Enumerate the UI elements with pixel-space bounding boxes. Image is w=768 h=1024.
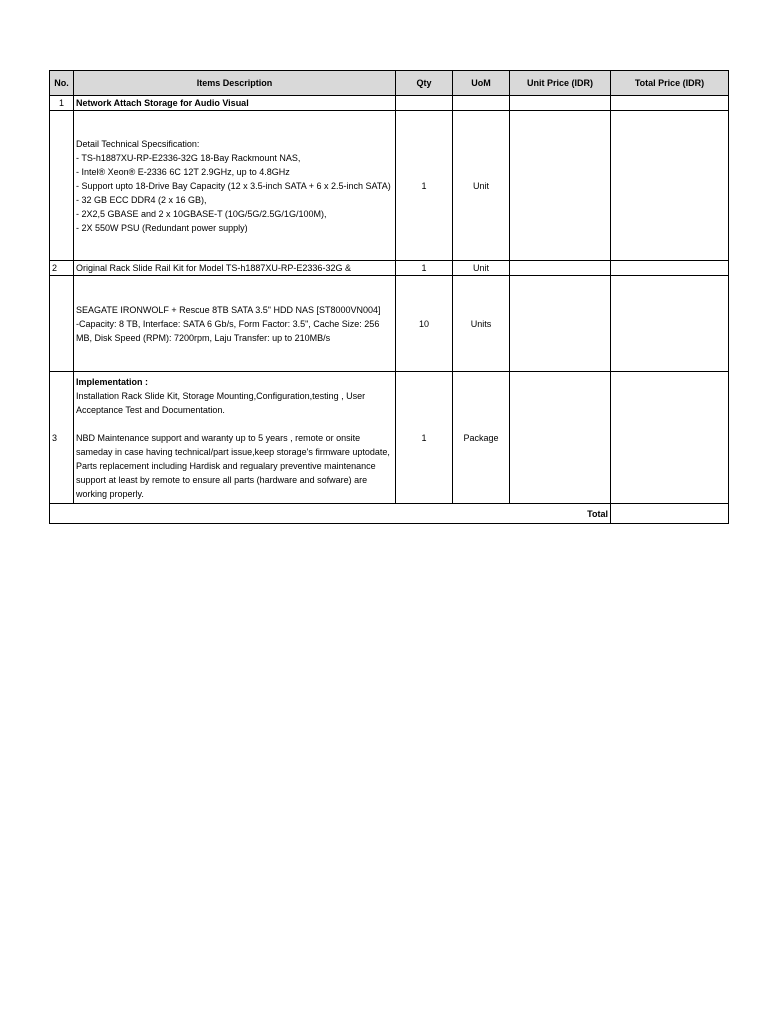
- item-unit-price: [510, 372, 611, 504]
- spec-line: Detail Technical Specsification:: [76, 138, 200, 149]
- spec-line: - 32 GB ECC DDR4 (2 x 16 GB),: [76, 194, 207, 205]
- item-description: [74, 111, 396, 261]
- header-total-price: Total Price (IDR): [611, 71, 729, 96]
- item-qty: [396, 96, 453, 111]
- item-description: [74, 372, 396, 504]
- spec-line: NBD Maintenance support and waranty up to 5 years , remote or onsite sameday in case having technical/part issue,keep storage's firmware uptodate, Parts replacement including Hardisk and regualary preventive maintenance support at least by remote to ensure all parts (hardware and sofware) are working properly.: [76, 432, 390, 499]
- total-label: Total: [50, 504, 611, 524]
- spec-line: - Support upto 18-Drive Bay Capacity (12 x 3.5-inch SATA + 6 x 2.5-inch SATA): [76, 180, 391, 191]
- header-no: No.: [50, 71, 74, 96]
- total-value: [611, 504, 729, 524]
- spec-line: SEAGATE IRONWOLF + Rescue 8TB SATA 3.5" HDD NAS [ST8000VN004]: [76, 304, 381, 315]
- item-qty: 1: [396, 261, 453, 276]
- row-number: [50, 276, 74, 372]
- spec-line: -Capacity: 8 TB, Interface: SATA 6 Gb/s, Form Factor: 3.5", Cache Size: 256 MB, Disk Speed (RPM): 7200rpm, Laju Transfer: up to 210MB/s: [76, 318, 380, 343]
- table-row: [50, 276, 729, 372]
- item-description: Original Rack Slide Rail Kit for Model TS-h1887XU-RP-E2336-32G &: [74, 261, 396, 276]
- header-unit-price: Unit Price (IDR): [510, 71, 611, 96]
- row-number: 1: [50, 96, 74, 111]
- header-row: [50, 71, 729, 96]
- item-unit-price: [510, 111, 611, 261]
- spec-line: - TS-h1887XU-RP-E2336-32G 18-Bay Rackmount NAS,: [76, 152, 301, 163]
- item-uom: Unit: [453, 111, 510, 261]
- table-row: [50, 372, 729, 504]
- header-items-description: Items Description: [74, 71, 396, 96]
- item-uom: [453, 96, 510, 111]
- item-unit-price: [510, 261, 611, 276]
- spec-line: - 2X 550W PSU (Redundant power supply): [76, 222, 248, 233]
- header-uom: UoM: [453, 71, 510, 96]
- item-total-price: [611, 111, 729, 261]
- row-number: [50, 111, 74, 261]
- table-row: [50, 96, 729, 111]
- item-uom: Units: [453, 276, 510, 372]
- item-description: [74, 276, 396, 372]
- bill-of-quantities-table: [49, 70, 729, 524]
- table-row: [50, 111, 729, 261]
- item-total-price: [611, 276, 729, 372]
- item-total-price: [611, 372, 729, 504]
- item-unit-price: [510, 96, 611, 111]
- header-qty: Qty: [396, 71, 453, 96]
- row-number: 2: [50, 261, 74, 276]
- table-row: [50, 261, 729, 276]
- row-number: 3: [50, 372, 74, 504]
- spec-line: Installation Rack Slide Kit, Storage Mounting,Configuration,testing , User Acceptance Test and Documentation.: [76, 390, 366, 415]
- item-total-price: [611, 261, 729, 276]
- item-qty: 10: [396, 276, 453, 372]
- item-qty: 1: [396, 111, 453, 261]
- item-uom: Unit: [453, 261, 510, 276]
- item-qty: 1: [396, 372, 453, 504]
- item-total-price: [611, 96, 729, 111]
- item-description: Network Attach Storage for Audio Visual: [74, 96, 396, 111]
- spec-line: - Intel® Xeon® E-2336 6C 12T 2.9GHz, up to 4.8GHz: [76, 166, 290, 177]
- item-unit-price: [510, 276, 611, 372]
- implementation-title: Implementation :: [76, 376, 149, 387]
- total-row: [50, 504, 729, 524]
- item-uom: Package: [453, 372, 510, 504]
- blank-line: [76, 417, 393, 431]
- spec-line: - 2X2,5 GBASE and 2 x 10GBASE-T (10G/5G/2.5G/1G/100M),: [76, 208, 327, 219]
